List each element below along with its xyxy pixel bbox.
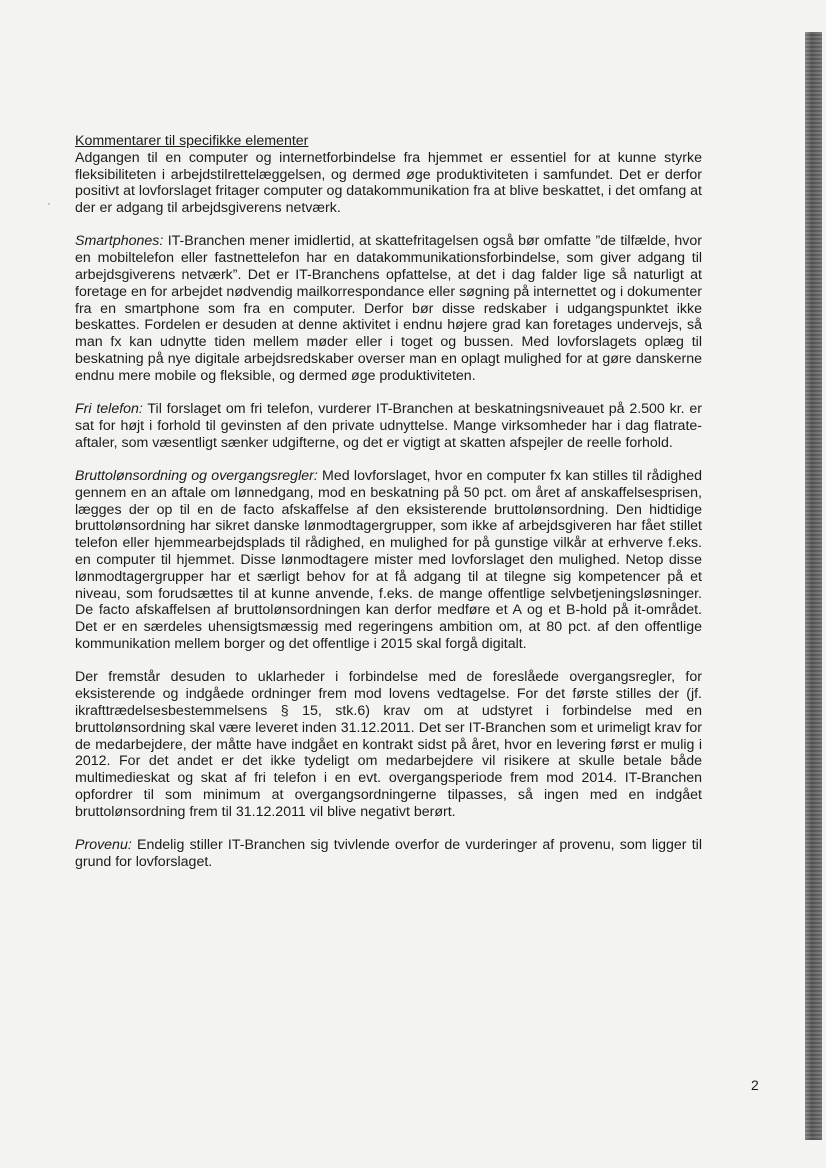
section-title: Kommentarer til specifikke elementer: [75, 133, 309, 149]
paragraph-lead: Smartphones:: [75, 233, 164, 250]
paragraph-text: IT-Branchen mener imidlertid, at skattefritagelsen også bør omfatte ”de tilfælde, hvor en mobiltelefon eller fastnettelefon har en datakommunikationsforbindelse, som giver adgang til arbejdsgiverens netværk”. Det er IT-Branchens opfattelse, at det i dag falder lige så naturligt at foretage en for arbejdet nødvendig mailkorrespondance eller søgning på internettet og i dokumenter fra en smartphone som fra en computer. Derfor bør disse redskaber i udgangspunktet ikke beskattes. Fordelen er desuden at denne aktivitet i endnu højere grad kan foretages undervejs, så man fx kan udnytte tiden mellem møder eller i toget og bussen. Med lovforslagets oplæg til beskatning på nye digitale arbejdsredskaber overser man en oplagt mulighed for at gøre danskerne endnu mere mobile og fleksible, og dermed øge produktiviteten.: [75, 233, 702, 384]
paragraph-text: Der fremstår desuden to uklarheder i forbindelse med de foreslåede overgangsregler, for eksisterende og indgåede ordninger frem mod lovens vedtagelse. For det første stilles der (jf. ikrafttrædelsesbestemmelsens § 15, stk.6) krav om at udstyret i forbindelse med en bruttolønsordning skal være leveret inden 31.12.2011. Det ser IT-Branchen som et urimeligt krav for de medarbejdere, der måtte have indgået en kontrakt sidst på året, hvor en levering først er mulig i 2012. For det andet er det ikke tydeligt om medarbejdere vil risikere at skulle betale både multimedieskat og skat af fri telefon i en evt. overgangsperiode frem mod 2014. IT-Branchen opfordrer til som minimum at overgangsordningerne tilpasses, så ingen med en indgået bruttolønsordning frem til 31.12.2011 vil blive negativt berørt.: [75, 669, 702, 820]
paragraph-text: Med lovforslaget, hvor en computer fx kan stilles til rådighed gennem en an aftale om lønnedgang, mod en beskatning på 50 pct. om året af anskaffelsesprisen, lægges der op til en de facto afskaffelse af den eksisterende bruttolønsordning. Den hidtidige bruttolønsordning har sikret danske lønmodtagergrupper, som ikke af arbejdsgiveren har fået stillet telefon eller hjemmearbejdsplads til rådighed, en mulighed for på gunstige vilkår at erhverve f.eks. en computer til hjemmet. Disse lønmodtagere mister med lovforslaget den mulighed. Netop disse lønmodtagergrupper har et særligt behov for at få adgang til at tilegne sig kompetencer på et niveau, som forudsættes til at kunne anvende, f.eks. de mange offentlige selvbetjeningsløsninger. De facto afskaffelsen af bruttolønsordningen kan derfor medføre et A og et B-hold på it-området. Det er en særdeles uhensigtsmæssig med regeringens ambition om, at 80 pct. af den offentlige kommunikation mellem borger og det offentlige i 2015 skal forgå digitalt.: [75, 468, 702, 653]
paragraph-provenu: [75, 837, 702, 871]
paragraph-intro: [75, 150, 702, 217]
paragraph-text: Endelig stiller IT-Branchen sig tvivlende overfor de vurderinger af provenu, som ligger til grund for lovforslaget.: [75, 836, 702, 870]
scan-speck: ·: [47, 196, 51, 210]
scan-edge-shadow: [805, 32, 822, 1140]
document-body: [75, 133, 702, 887]
paragraph-smartphones: [75, 233, 702, 384]
paragraph-lead: Provenu:: [75, 836, 132, 853]
page-number: 2: [751, 1077, 759, 1093]
paragraph-fri-telefon: [75, 401, 702, 451]
paragraph-bruttoloensordning: [75, 468, 702, 653]
paragraph-text: Adgangen til en computer og internetforbindelse fra hjemmet er essentiel for at kunne styrke fleksibiliteten i arbejdstilrettelæggelsen, og dermed øge produktiviteten i samfundet. Det er derfor positivt at lovforslaget fritager computer og datakommunikation fra at blive beskattet, i det omfang at der er adgang til arbejdsgiverens netværk.: [75, 149, 702, 217]
paragraph-overgangsregler: [75, 669, 702, 820]
paragraph-lead: Bruttolønsordning og overgangsregler:: [75, 468, 318, 485]
paragraph-text: Til forslaget om fri telefon, vurderer IT-Branchen at beskatningsniveauet på 2.500 kr. er sat for højt i forhold til gevinsten af den private udnyttelse. Mange virksomheder har i dag flatrate-aftaler, som væsentligt sænker udgifterne, og det er vigtigt at skatten afspejler de reelle forhold.: [75, 401, 702, 451]
paragraph-lead: Fri telefon:: [75, 401, 143, 418]
